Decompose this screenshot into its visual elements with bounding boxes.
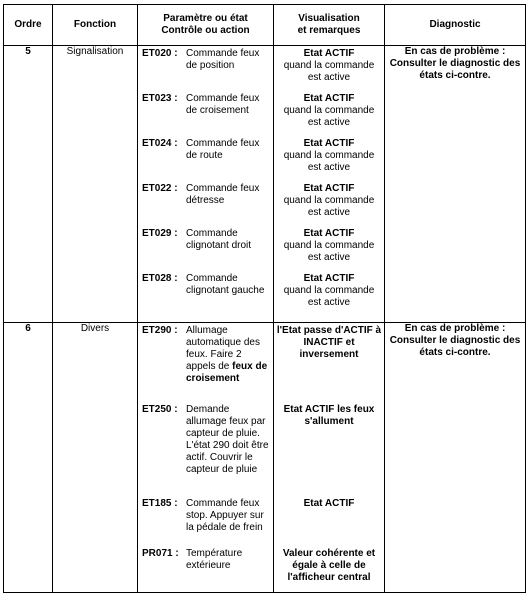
visu-remark: quand la commande est active (283, 240, 375, 263)
param-code: ET022 : (142, 183, 178, 194)
param-code: ET029 : (142, 228, 178, 239)
ordre-cell: 6 (4, 323, 53, 593)
diagnostic-document (3, 4, 526, 593)
param-item (138, 404, 273, 498)
param-desc: Commande clignotant gauche (186, 273, 265, 296)
header-visualisation (274, 5, 385, 46)
visu-state: Etat ACTIF (303, 48, 355, 59)
visu-remark: quand la commande est active (283, 150, 375, 173)
visu-item: l'Etat passe d'ACTIF à INACTIF et inversement (276, 325, 382, 360)
diagnostic-cell: En cas de problème : Consulter le diagnostic des états ci-contre. (385, 46, 526, 323)
fonction-cell: Divers (53, 323, 138, 593)
header-fonction: Fonction (53, 5, 138, 46)
param-item (138, 325, 273, 404)
visu-item (274, 273, 384, 318)
table-header-row (4, 5, 526, 46)
param-desc: Commande clignotant droit (186, 228, 252, 251)
param-desc-text: Allumage automatique des feux. Faire 2 appels de (186, 325, 260, 372)
header-visualisation-line2: et remarques (297, 25, 361, 36)
param-code: ET185 : (142, 498, 178, 509)
ordre-cell: 5 (4, 46, 53, 323)
param-code: ET023 : (142, 93, 178, 104)
param-item (138, 48, 273, 93)
param-code: ET290 : (142, 325, 178, 336)
header-visualisation-line1: Visualisation (298, 13, 360, 24)
table-row (4, 323, 526, 593)
visualisation-cell (274, 46, 385, 323)
parametre-cell (138, 46, 274, 323)
param-item (138, 273, 273, 318)
visu-item (274, 228, 384, 273)
param-item (138, 548, 273, 588)
header-parametre-line1: Paramètre ou état (163, 13, 248, 24)
param-item (138, 228, 273, 273)
visu-item (274, 183, 384, 228)
param-desc-bold: feux de croisement (186, 361, 268, 384)
param-code: PR071 : (142, 548, 179, 559)
fonction-cell: Signalisation (53, 46, 138, 323)
param-desc: Commande feux stop. Appuyer sur la pédale de frein (186, 498, 264, 533)
visu-item (274, 48, 384, 93)
visu-item (274, 138, 384, 183)
visu-state: Etat ACTIF (303, 138, 355, 149)
param-item (138, 498, 273, 548)
header-parametre-line2: Contrôle ou action (161, 25, 250, 36)
visu-state: Etat ACTIF (303, 228, 355, 239)
param-code: ET250 : (142, 404, 178, 415)
parametre-cell (138, 323, 274, 593)
param-desc: Commande feux de route (186, 138, 260, 161)
visu-remark: quand la commande est active (283, 105, 375, 128)
param-desc (186, 325, 273, 404)
visu-state: Etat ACTIF (303, 93, 355, 104)
table-row (4, 46, 526, 323)
visu-remark: quand la commande est active (283, 195, 375, 218)
header-diagnostic: Diagnostic (385, 5, 526, 46)
visu-item: Valeur cohérente et égale à celle de l'afficheur central (282, 548, 376, 583)
param-desc: Commande feux de croisement (186, 93, 260, 116)
param-item (138, 138, 273, 183)
visualisation-cell (274, 323, 385, 593)
param-desc: Température extérieure (186, 548, 243, 571)
param-desc: Demande allumage feux par capteur de pluie. L'état 290 doit être actif. Couvrir le capteur de pluie (186, 404, 269, 475)
param-desc: Commande feux détresse (186, 183, 260, 206)
diagnostic-table (3, 4, 526, 593)
visu-state: Etat ACTIF (303, 273, 355, 284)
header-ordre: Ordre (4, 5, 53, 46)
param-code: ET020 : (142, 48, 178, 59)
visu-item (274, 93, 384, 138)
visu-item: Etat ACTIF (303, 498, 355, 509)
visu-remark: quand la commande est active (283, 285, 375, 308)
param-code: ET028 : (142, 273, 178, 284)
diagnostic-cell: En cas de problème : Consulter le diagnostic des états ci-contre. (385, 323, 526, 593)
visu-state: Etat ACTIF (303, 183, 355, 194)
param-item (138, 93, 273, 138)
param-item (138, 183, 273, 228)
header-parametre (138, 5, 274, 46)
param-code: ET024 : (142, 138, 178, 149)
visu-item: Etat ACTIF les feux s'allument (283, 404, 375, 427)
visu-remark: quand la commande est active (283, 60, 375, 83)
param-desc: Commande feux de position (186, 48, 260, 71)
